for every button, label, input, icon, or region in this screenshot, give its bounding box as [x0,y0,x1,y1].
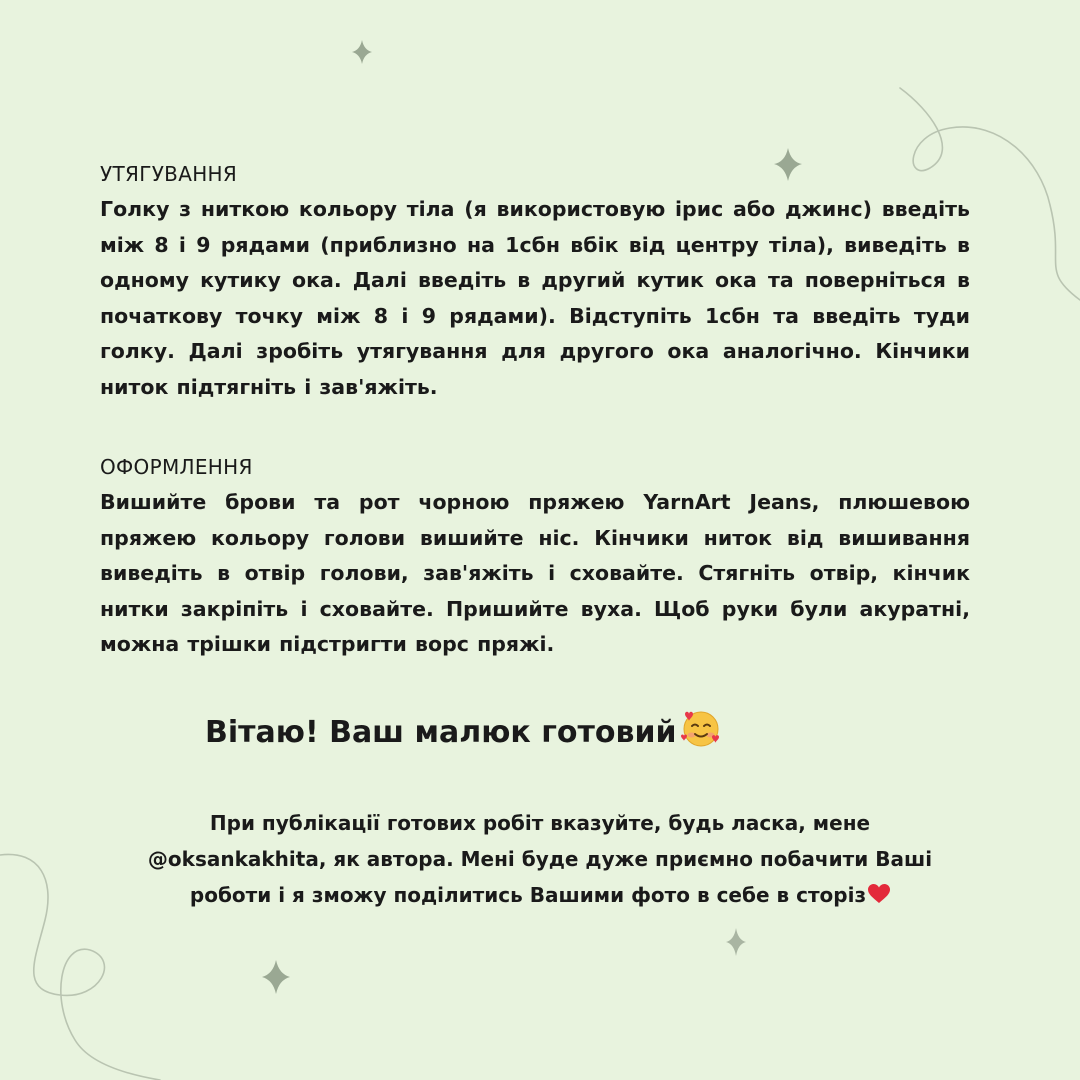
congrats-text: Вітаю! Ваш малюк готовий [205,715,677,750]
section-heading: УТЯГУВАННЯ [100,162,238,186]
section-body: Голку з ниткою кольору тіла (я використовую ірис або джинс) введіть між 8 і 9 рядами (приблизно на 1сбн вбік від центру тіла), виведіть в одному кутику ока. Далі введіть в другий кутик ока та поверніться в початкову точку між 8 і 9 рядами). Відступіть 1сбн та введіть туди голку. Далі зробіть утягування для другого ока аналогічно. Кінчики ниток підтягніть і зав'яжіть. [100,197,970,399]
swirl-bottom-left [0,854,160,1080]
section-decoration [100,455,970,663]
credit-note [140,805,940,913]
smiling-face-with-hearts-icon [679,706,723,750]
section-tightening [100,162,970,405]
credit-note-text: При публікації готових робіт вказуйте, будь ласка, мене @oksankakhita, як автора. Мені буде дуже приємно побачити Ваші роботи і я зможу поділитись Вашими фото в себе в сторіз [147,811,933,907]
sparkle-icon [352,40,372,64]
sparkle-icon [262,960,290,994]
section-heading: ОФОРМЛЕННЯ [100,455,253,479]
sparkle-icon [726,928,746,956]
section-body: Вишийте брови та рот чорною пряжею YarnArt Jeans, плюшевою пряжею кольору голови вишийте ніс. Кінчики ниток від вишивання виведіть в отвір голови, зав'яжіть і сховайте. Стягніть отвір, кінчик нитки закріпіть і сховайте. Пришийте вуха. Щоб руки були акуратні, можна трішки підстригти ворс пряжі. [100,490,970,656]
congrats-title [205,706,723,750]
red-heart-icon [868,884,890,904]
